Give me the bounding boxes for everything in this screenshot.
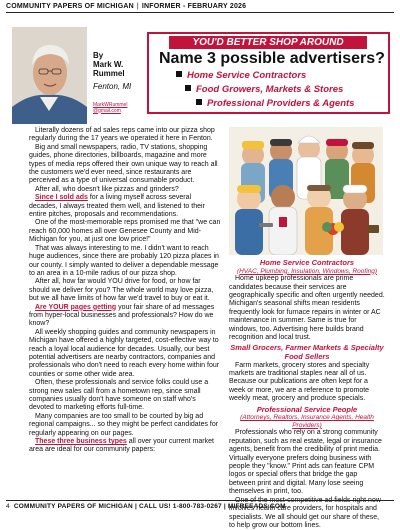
author-first-name: Mark W. bbox=[93, 60, 124, 69]
author-location: Fenton, MI bbox=[93, 82, 132, 91]
right-column bbox=[229, 259, 385, 530]
banner-item-3-label: Professional Providers & Agents bbox=[207, 98, 355, 109]
byline-by: By bbox=[93, 51, 104, 60]
section-heading-food: Small Grocers, Farmer Markets & Specialty Food Sellers bbox=[230, 343, 384, 362]
author-portrait-illustration bbox=[12, 27, 87, 124]
left-paragraph-7: After all, how far would YOU drive for food, or how far should we deliver for you? The whole world may love pizza, but we all have limits of how far we'd travel to buy or eat it. bbox=[29, 278, 214, 303]
feature-headline: Name 3 possible advertisers? bbox=[159, 50, 385, 67]
left-paragraph-4-text: for a living myself across several decades, I always treated them well, and listened to their entire pitches, proposals and recommendations. bbox=[29, 194, 205, 219]
left-paragraph-1: Literally dozens of ad sales reps came into our pizza shop regularly during the 17 years we operated it here in Fenton. bbox=[29, 127, 215, 143]
left-paragraph-11: Many companies are too small to be courted by big ad regional campaigns... so they might be perfect candidates for regularly appearing on our pages. bbox=[29, 412, 219, 437]
section-heading-home-service: Home Service Contractors bbox=[259, 258, 355, 267]
banner-item-1 bbox=[176, 70, 306, 81]
author-email-line-1: MarkWRummel bbox=[93, 102, 128, 108]
section-subheading-home-service: (HVAC, Plumbing, Insulation, Windows, Roofing) bbox=[236, 267, 378, 275]
left-paragraph-10: Often, these professionals and service folks could use a strong new sales call from a hometown rep, since small companies usually don't have someone on staff who's devoted to marketing efforts full-time. bbox=[29, 379, 209, 412]
footer-rule bbox=[6, 500, 394, 501]
lead-in-3: These three business types bbox=[35, 438, 127, 446]
banner-item-1-label: Home Service Contractors bbox=[187, 70, 307, 81]
bullet-square-icon bbox=[176, 71, 182, 77]
left-paragraph-8 bbox=[29, 304, 221, 329]
header-separator: | bbox=[136, 3, 139, 10]
workers-illustration bbox=[229, 127, 383, 255]
author-email[interactable] bbox=[93, 103, 127, 114]
banner-item-2-label: Food Growers, Markets & Stores bbox=[196, 84, 344, 95]
lead-in-1: Since I sold ads bbox=[35, 194, 88, 202]
page-footer bbox=[6, 503, 286, 510]
section-heading-professional: Professional Service People bbox=[256, 404, 358, 414]
left-paragraph-9: All weekly shopping guides and community newspapers in Michigan have offered a highly targeted, cost-effective way to reach a loyal local audience for decades. Usually, our best potential advertisers are nearby contractors, companies and professionals who don't need to reach every home within four counties or some other wide area. bbox=[29, 328, 220, 378]
footer-text: COMMUNITY PAPERS OF MICHIGAN | CALL US! 1-800-783-0267 | MIFREEADS.COM bbox=[13, 503, 286, 510]
banner-title: YOU'D BETTER SHOP AROUND bbox=[169, 36, 367, 49]
right-paragraph-4: One of the most-competitive ad fields right now involves health care providers, for hospitals and specialists. We all should get our share of these, to help grow our bottom lines. bbox=[229, 496, 381, 529]
left-paragraph-3: After all, who doesn't like pizzas and grinders? bbox=[35, 185, 179, 193]
section-subheading-professional: (Attorneys, Realtors, Insurance Agents, Health Providers) bbox=[240, 414, 374, 429]
left-paragraph-5: One of the most-memorable reps promised me that "we can reach 60,000 homes all over Genesee County and Mid-Michigan for you, at just one low price!" bbox=[29, 219, 221, 244]
right-paragraph-1: Home upkeep professionals are prime candidates because their services are geographically specific and often urgently needed. Michigan's seasonal shifts mean residents frequently look for furnace repairs in winter or AC maintenance in summer. Same is true for windows, too. Advertising here builds brand recognition and local trust. bbox=[229, 275, 385, 342]
bullet-square-icon bbox=[185, 85, 191, 91]
header-rule bbox=[6, 12, 394, 13]
left-paragraph-6: That was always interesting to me. I didn't want to reach huge audiences, since there are probably 120 pizza places in our county. I simply wanted to deliver a dependable message to an area in a 10-mile radius of our pizza shop. bbox=[29, 244, 219, 277]
lead-in-2: Are YOUR pages getting bbox=[35, 303, 117, 311]
left-paragraph-12-text: all over your current market area are ideal for our community papers: bbox=[29, 438, 214, 454]
left-paragraph-12 bbox=[29, 438, 221, 455]
author-byline bbox=[93, 51, 131, 91]
right-paragraph-3: Professionals who rely on a strong community reputation, such as real estate, legal or insurance agents, benefit from the credibility of print media. Virtually everyone prefers doing business with people they "know." Print ads can feature CPM logos or special offers that bridge the gap between print and digital. Many lose seeing themselves in print, too. bbox=[229, 429, 382, 496]
left-paragraph-2: Big and small newspapers, radio, TV stations, shopping guides, phone directories, billboards, magazine and more types of media reps offered their own unique way to reach all the customers we'd ever need, since restaurants are perceived as a type of universal consumable product. bbox=[29, 143, 218, 185]
left-paragraph-4 bbox=[29, 194, 221, 219]
banner-item-2 bbox=[185, 84, 343, 95]
author-last-name: Rummel bbox=[93, 69, 125, 78]
page-number: 4 bbox=[6, 503, 10, 510]
publication-name: COMMUNITY PAPERS OF MICHIGAN bbox=[6, 3, 134, 10]
banner-item-3 bbox=[196, 98, 354, 109]
author-email-line-2: @gmail.com bbox=[93, 107, 121, 114]
bullet-square-icon bbox=[196, 99, 202, 105]
author-photo bbox=[12, 27, 87, 124]
group-of-workers-illustration bbox=[229, 127, 383, 255]
right-paragraph-2: Farm markets, grocery stores and specialty markets are traditional staples near all of us. Because our publications are often kept for a week or more, we are a reference to promote weekly meat, grocery and produce specials. bbox=[229, 361, 370, 403]
page-header bbox=[6, 3, 246, 10]
issue-label: INFORMER - FEBRUARY 2026 bbox=[141, 3, 247, 10]
left-column bbox=[29, 127, 221, 455]
left-paragraph-8-text: your fair share of ad messages from hyper-local businesses and professionals? How do we know? bbox=[29, 303, 215, 328]
